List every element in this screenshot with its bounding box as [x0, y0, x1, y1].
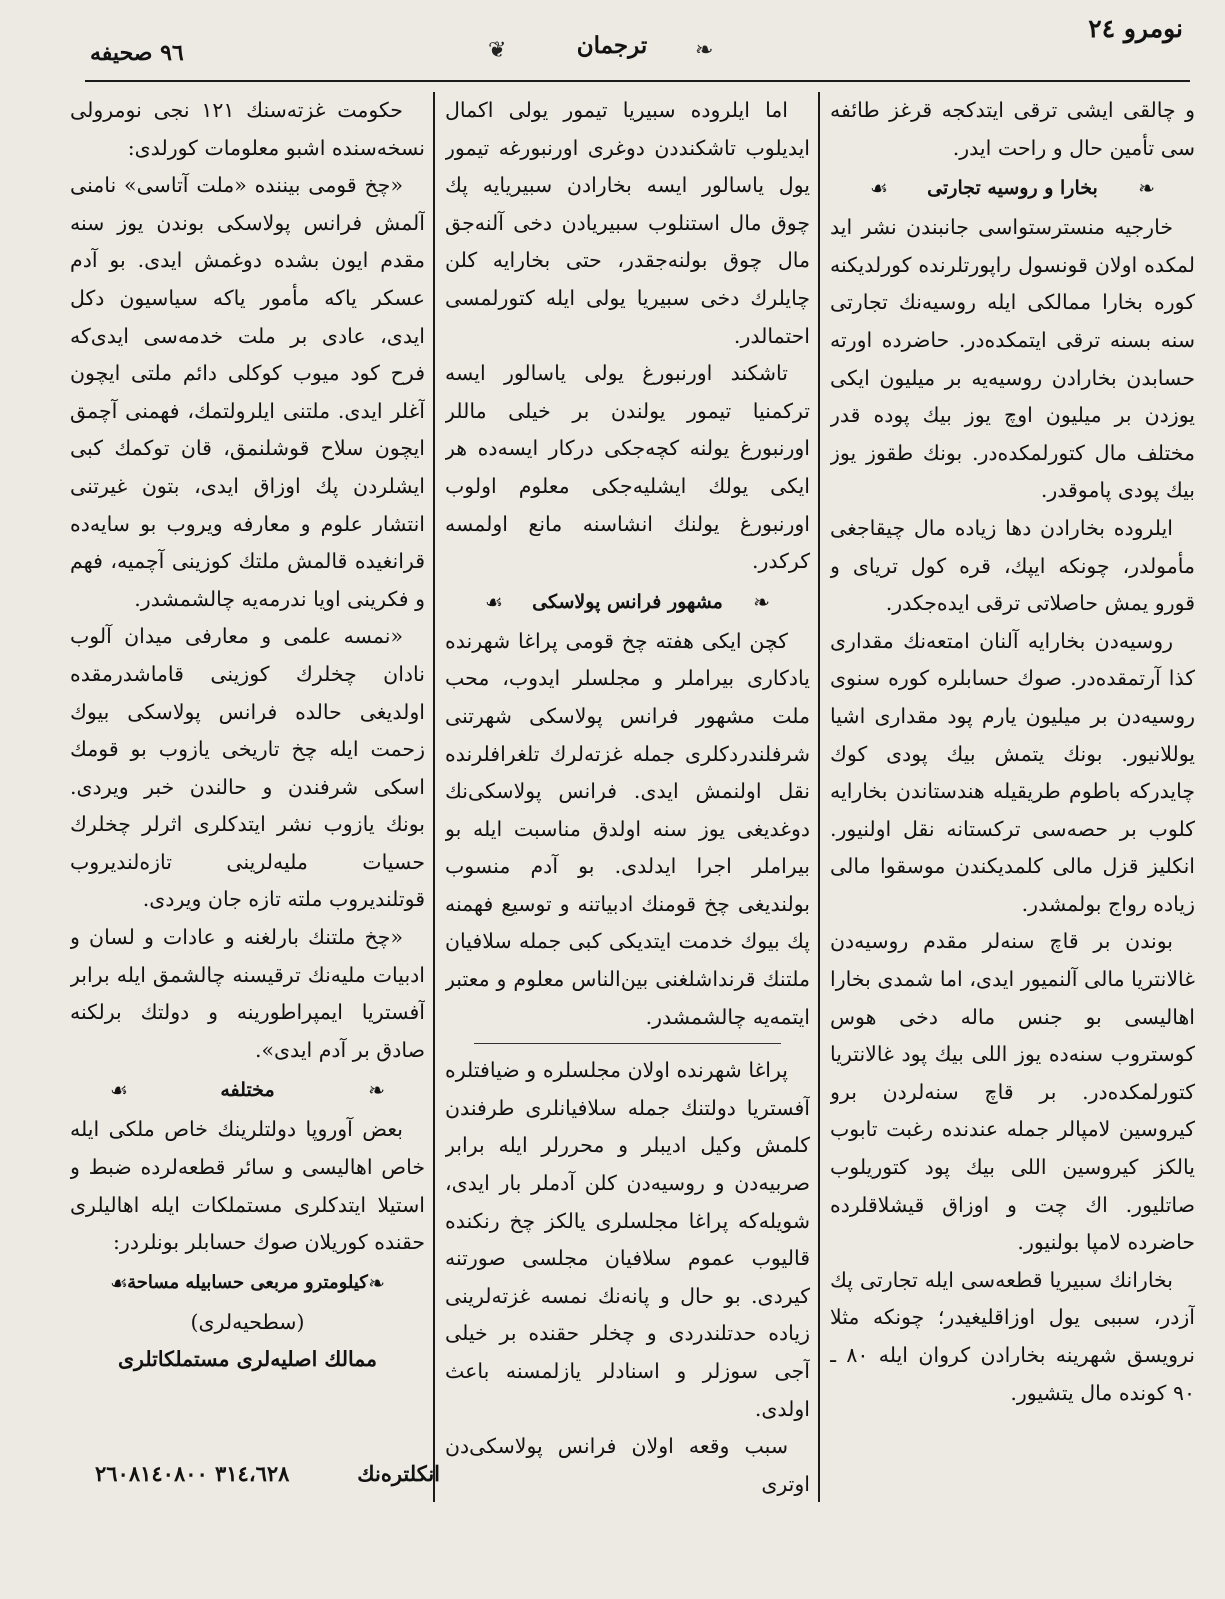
ornament-icon: ☙ — [870, 176, 888, 201]
header-rule — [85, 80, 1190, 82]
newspaper-title: ترجمان — [576, 32, 648, 59]
paragraph: خارجيه منسترستواسى جانبندن نشر ايد لمكده اولان قونسول راپورتلرنده كورلديكنه كوره بخارا ممالكى ايله روسيه‌نك تجارتى سنه بسنه ترقى ايتمكده‌در. حاضرده اورته حسابدن بخارادن روسيه‌يه بر ميليون ايكى يوزدن بر ميليون اوچ يوز بيك پوده قدر مختلف مال كتورلمكده‌در. بونك طقوز يوز بيك پودى پاموقدر. — [830, 215, 1195, 503]
section-title: مختلفه — [220, 1079, 275, 1102]
paragraph: تاشكند اورنبورغ يولى ياسالور ايسه تركمنيا تيمور يولندن بر خيلى ماللر اورنبورغ يولنه كچه‌جكى دركار ايسه‌ده هر ايكى يولك ايشليه‌جكى معلوم اولوب اورنبورغ يولنك انشاسنه مانع اولمسه كركدر. — [445, 361, 810, 574]
ornament-icon: ❧ — [1138, 176, 1155, 201]
paragraph: اما ايلروده سبيريا تيمور يولى اكمال ايديلوب تاشكنددن دوغرى اورنبورغه تيمور يول ياسالور ايسه بخارادن سبيريايه پك چوق مال استنلوب سبيريادن دخى آلنه‌جق مال چوق بولنه‌جقدر، حتى بخارايه كلن چايلرك دخى سبيريا يولى ايله كتورلمسى احتمالدر. — [445, 98, 810, 348]
ornament-icon: ☙ — [485, 589, 503, 614]
section-heading — [445, 581, 810, 623]
paragraph: ايلروده بخارادن دها زياده مال چيقاجغى مأمولدر، چونكه ايپك، قره كول ترياى و قورو يمش حاصلاتى ترقى ايده‌جكدر. — [830, 515, 1195, 616]
ornament-icon: ❧ — [368, 1078, 385, 1103]
page-label: ٩٦ صحيفه — [90, 40, 184, 66]
paragraph: بوندن بر قاچ سنه‌لر مقدم روسيه‌دن غالانتريا مالى آلنميور ايدى، اما شمدى بخارا اهاليسى بو جنس ماله دخى هوس كوستروب سنه‌ده يوز اللى بيك پود غالانتريا كتورلمكده‌در. بر قاچ سنه‌لردن برو كيروسين لامپالر جمله عندنده رغبت تابوب يالكز كيروسين اللى بيك پود كتوريلوب صاتليور. اك چت و اوزاق قيشلاقلرده حاضرده لامپا بولنيور. — [830, 929, 1195, 1255]
section-heading — [830, 167, 1195, 209]
section-title: بخارا و روسيه تجارتى — [927, 177, 1098, 200]
right-column — [830, 92, 1195, 1507]
issue-number: نومرو ٢٤ — [1088, 14, 1183, 43]
table-row-name: انكلتره‌نك — [357, 1461, 440, 1486]
paragraph: «چخ قومى بيننده «ملت آتاسى» نامنى آلمش فرانس پولاسكى بوندن يوز سنه مقدم ايون بشده دوغمش ايدى. بو آدم عسكر ياكه مأمور ياكه سياسيون دكل ايدى، عادى بر ملت خدمه‌سى ايدى‌كه فرح كود ميوب كوكلى دائم ملتى ايچون آغلر ايدى. ملتنى ايلرولتمك، فهمنى آچمق ايچون سلاح قوشلنمق، قان توكمك كبى ايشلردن پك اوزاق ايدى، بتون غيرتنى انتشار علوم و معارفه ويروب بو سايه‌ده قرانغيده قالمش ملتك كوزينى آچميه، فهم و فكرينى اويا ندرمه‌يه چالشمشدر. — [70, 173, 425, 611]
column-rule-left — [433, 92, 435, 1502]
paragraph: بعض آوروپا دولتلرينك خاص ملكى ايله خاص اهاليسى و سائر قطعه‌لرده ضبط و استيلا ايتدكلرى مستملكات ايله اهاليلرى حقنده كوريلان صوك حسابلر بونلردر: — [70, 1117, 425, 1255]
data-table-row — [95, 1455, 440, 1495]
section-title: مشهور فرانس پولاسكى — [532, 590, 723, 613]
ornament-icon: ❧ — [753, 589, 770, 614]
separator — [445, 1036, 810, 1052]
left-ornament-icon: ❦ — [488, 38, 507, 63]
table-header: ممالك اصليه‌لرى مستملكاتلرى — [117, 1347, 378, 1372]
paragraph: كچن ايكى هفته چخ قومى پراغا شهرنده يادكارى بيراملر و مجلسلر ايدوب، محب ملت مشهور فرانس پولاسكى شهرتنى شرفلندردكلرى جمله غزته‌لرك تلغرافلرنده نقل اولنمش ايدى. فرانس پولاسكى‌نك دوغديغى يوز سنه اولدق مناسبت ايله بو بيراملر اجرا ايدلدى. بو آدم منسوب بولنديغى چخ قومنك ادبياتنه و توسيع فهمنه پك بيوك خدمت ايتديكى كبى جمله سلافيان ملتنك قرنداشلغنى بين‌الناس معلوم و معتبر ايتمه‌يه چالشمشدر. — [445, 628, 810, 1029]
table-caption: ❧ كيلومترو مربعى حسابيله مساحة ☙ — [70, 1262, 425, 1304]
table-subcaption: (سطحيه‌لرى) — [190, 1309, 305, 1334]
paragraph: و چالقى ايشى ترقى ايتدكجه قرغز طائفه سى تأمين حال و راحت ايدر. — [830, 98, 1195, 160]
paragraph: حكومت غزته‌سنك ١٢١ نجى نومرولى نسخه‌سنده اشبو معلومات كورلدى: — [70, 98, 425, 160]
table-row-home: ٣١٤،٦٢٨ — [215, 1461, 290, 1486]
middle-column — [445, 92, 810, 1507]
paragraph: پراغا شهرنده اولان مجلسلره و ضيافتلره آفستريا دولتنك جمله سلافيانلرى طرفندن كلمش وكيل اديبلر و محررلر ايله برابر صربيه‌دن و روسيه‌دن كلن آدملر بار ايدى، شويله‌كه پراغا مجلسلرى يالكز چخ رنكنده قاليوب عموم سلافيان مجلسى صورتنه كيردى. بو حال و پانه‌نك نمسه غزته‌لرينى زياده حدتلندردى و چخلر حقنده بر خيلى آجى سوزلر و اسنادلر يازلمسنه باعث اولدى. — [445, 1058, 810, 1421]
section-heading — [70, 1069, 425, 1111]
paragraph: «چخ ملتنك بارلغنه و عادات و لسان و ادبيات مليه‌نك ترقيسنه چالشمق ايله برابر آفستريا ايمپراطورينه و دولتك برلكنه صادق بر آدم ايدى». — [70, 925, 425, 1062]
ornament-icon: ☙ — [110, 1078, 128, 1103]
paragraph: بخارانك سبيريا قطعه‌سى ايله تجارتى پك آزدر، سببى يول اوزاقليغيدر؛ چونكه مثلا نرويسق شهرينه بخارادن كروان ايله ٨٠ ـ ٩٠ كونده مال يتشيور. — [830, 1267, 1195, 1405]
ornament-icon: ❧ — [368, 1270, 385, 1295]
left-column — [70, 92, 425, 1442]
paragraph: «نمسه علمى و معارفى ميدان آلوب نادان چخلرك كوزينى قاماشدرمقده اولديغى حالده فرانس پولاسكى بيوك زحمت ايله چخ تاريخى يازوب بو قومك اسكى شرفندن و حالندن خبر ويردى. بونك يازوب نشر ايتدكلرى اثرلر چخلرك حسيات مليه‌لرينى تازه‌لنديروب قوتلنديروب ملته تازه جان ويردى. — [70, 624, 425, 912]
ornament-icon: ☙ — [110, 1270, 128, 1295]
paragraph: روسيه‌دن بخارايه آلنان امتعه‌نك مقدارى كذا آرتمقده‌در. صوك حسابلره كوره سنوى روسيه‌دن بر ميليون يارم پود مقدارى اشيا يوللانيور. بونك يتمش بيك پودى كوك چايدركه باطوم طريقيله هندستاندن بخارايه كلوب بر حصه‌سى تركستانه نقل اولنيور. انكليز قزل مالى كلمديكندن موسقوا مالى زياده رواج بولمشدر. — [830, 628, 1195, 916]
right-ornament-icon: ❧ — [695, 38, 714, 63]
paragraph: سبب وقعه اولان فرانس پولاسكى‌دن اوترى — [445, 1434, 810, 1496]
column-rule-right — [818, 92, 820, 1502]
table-row-colonies: ٢٦٠٨١٤٠٨٠٠ — [95, 1461, 208, 1486]
